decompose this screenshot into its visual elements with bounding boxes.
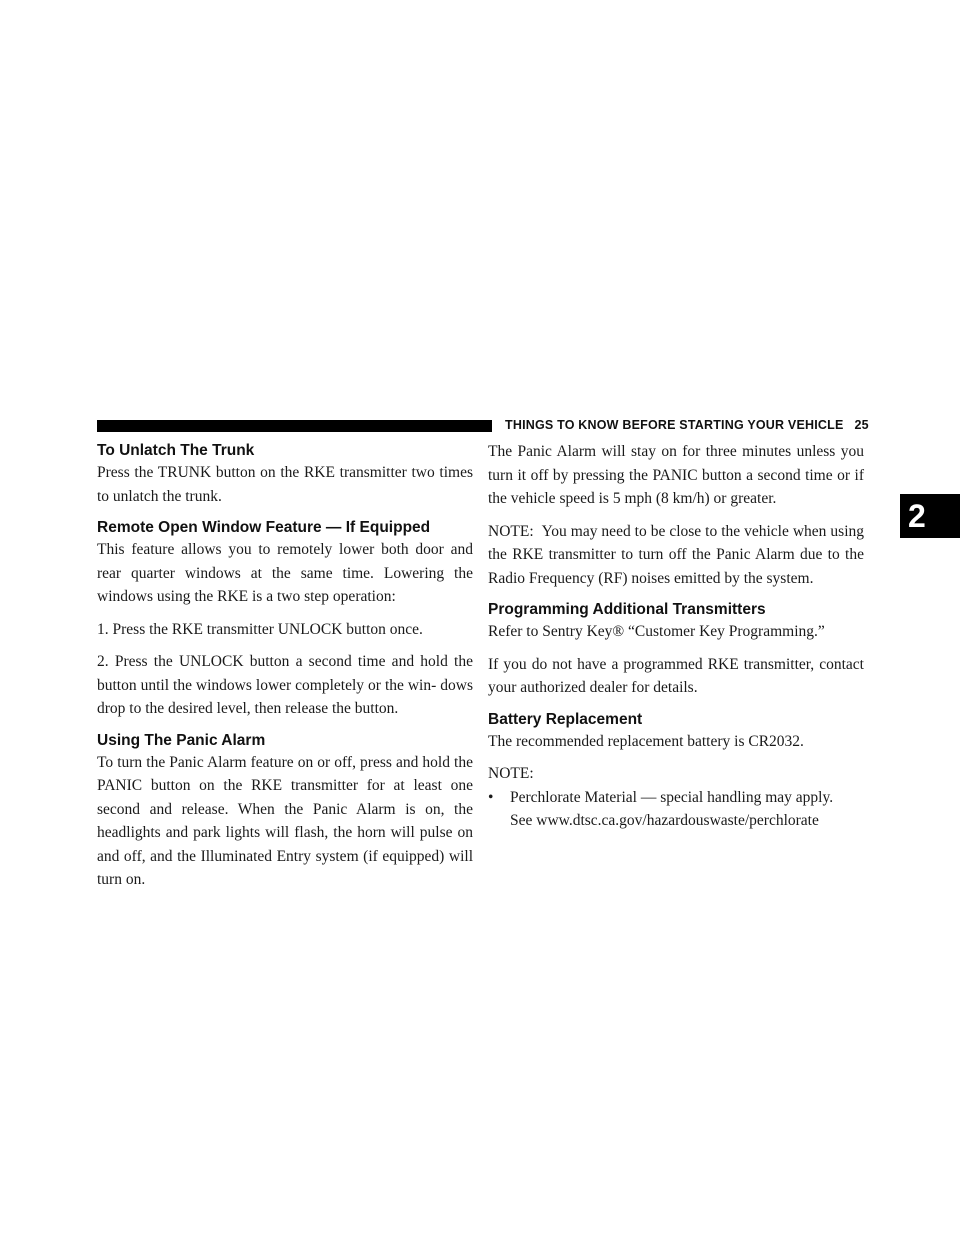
section-heading-remote-open-window: Remote Open Window Feature — If Equipped xyxy=(97,519,431,536)
section-heading-battery-replacement: Battery Replacement xyxy=(488,710,643,728)
paragraph: Refer to Sentry Key® “Customer Key Programming.” xyxy=(488,623,825,640)
section-heading-unlatch-trunk: To Unlatch The Trunk xyxy=(97,442,255,459)
note-paragraph xyxy=(488,520,864,591)
left-column xyxy=(97,441,473,892)
paragraph: To turn the Panic Alarm feature on or off, press and hold the PANIC button on the RKE transmitter for at least one second and release. When the Panic Alarm is on, the headlights and park lights will flash, the horn will pulse on and off, and the Illuminated Entry system (if equipped) will turn on. xyxy=(97,753,473,888)
bullet-icon: • xyxy=(488,788,494,806)
chapter-tab: 2 xyxy=(900,494,960,538)
right-column xyxy=(488,441,864,833)
bullet-item xyxy=(488,786,864,810)
bullet-text: Perchlorate Material — special handling may apply. xyxy=(510,788,834,806)
paragraph: This feature allows you to remotely lower both door and rear quarter windows at the same time. Lowering the windows using the RKE is a two step operation: xyxy=(97,541,473,605)
step-1: 1. Press the RKE transmitter UNLOCK button once. xyxy=(97,620,423,638)
note-label: NOTE: xyxy=(488,765,534,782)
paragraph: The Panic Alarm will stay on for three minutes unless you turn it off by pressing the PANIC button a second time or if the vehicle speed is 5 mph (8 km/h) or greater. xyxy=(488,443,864,507)
section-heading-programming-transmitters: Programming Additional Transmitters xyxy=(488,601,766,618)
note-text: You may need to be close to the vehicle when using the RKE transmitter to turn off the Panic Alarm due to the Radio Frequency (RF) noises emitted by the system. xyxy=(488,522,864,587)
step-2: 2. Press the UNLOCK button a second time and hold the button until the windows lower completely or the win- dows drop to the desired level, then release the button. xyxy=(97,653,473,717)
note-label: NOTE: xyxy=(488,522,534,540)
paragraph: If you do not have a programmed RKE transmitter, contact your authorized dealer for details. xyxy=(488,655,864,696)
bullet-continuation: See www.dtsc.ca.gov/hazardouswaste/perchlorate xyxy=(510,812,819,829)
paragraph: The recommended replacement battery is CR2032. xyxy=(488,732,804,750)
header-title: THINGS TO KNOW BEFORE STARTING YOUR VEHICLE xyxy=(505,418,844,432)
paragraph: Press the TRUNK button on the RKE transmitter two times to unlatch the trunk. xyxy=(97,464,473,505)
running-header xyxy=(505,418,869,432)
page-number: 25 xyxy=(854,418,869,432)
section-heading-panic-alarm: Using The Panic Alarm xyxy=(97,731,266,749)
header-rule xyxy=(97,420,492,432)
